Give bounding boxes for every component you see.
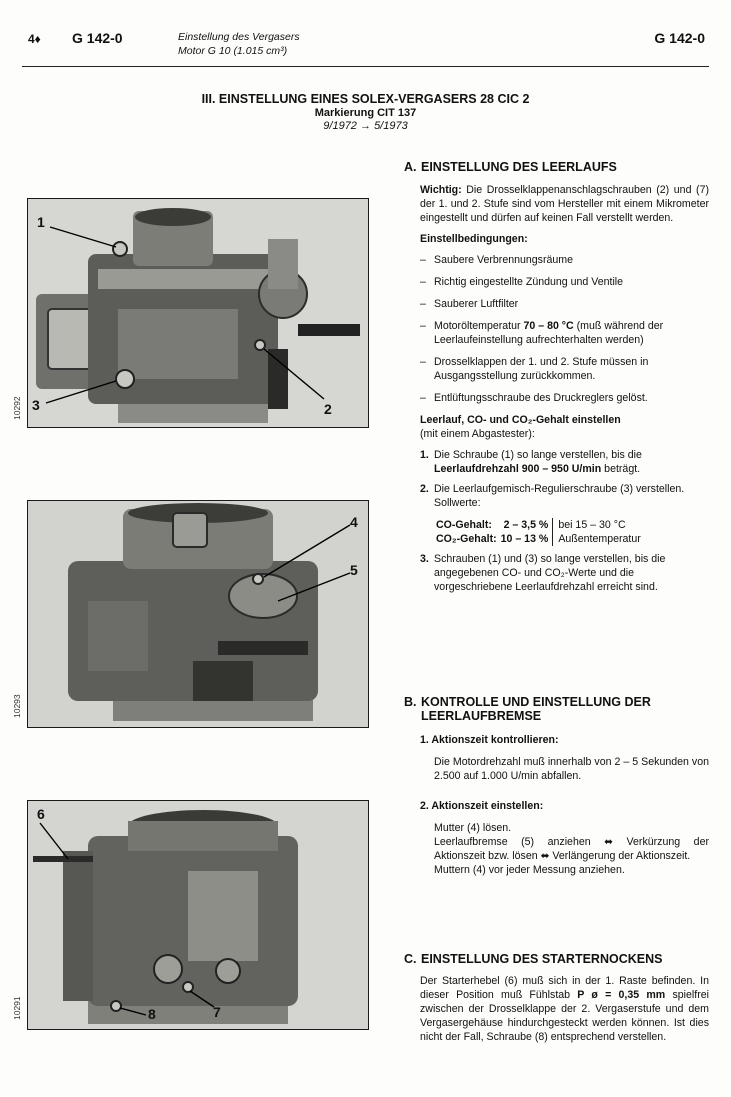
section-c-title: EINSTELLUNG DES STARTERNOCKENS <box>421 952 663 966</box>
section-a-heading <box>404 160 709 174</box>
gas-row-co2 <box>434 532 643 546</box>
oil-temp-note: (muß während der Leerlaufeinstellung aufrechterhalten werden) <box>434 320 664 346</box>
carburetor-illustration-3 <box>28 801 368 1029</box>
gas-condition: Außentemperatur <box>558 533 641 545</box>
section-a-letter: A. <box>404 160 417 174</box>
arrow-icon: → <box>360 120 371 132</box>
callout-3: 3 <box>32 397 40 413</box>
condition-item: – Saubere Verbrennungsräume <box>420 253 709 267</box>
carburetor-photo-2 <box>27 500 369 728</box>
sub1-heading: 1. Aktionszeit kontrollieren: <box>420 734 559 746</box>
idle-speed-value: Leerlaufdrehzahl 900 – 950 U/min <box>434 463 602 475</box>
photo-id-2: 10293 <box>12 694 22 718</box>
document-code-right: G 142-0 <box>654 30 705 46</box>
oil-temp-value: 70 – 80 °C <box>523 320 574 332</box>
section-c-letter: C. <box>404 952 417 966</box>
section-a <box>404 160 709 600</box>
carburetor-illustration-1 <box>28 199 368 427</box>
sub1-text: Die Motordrehzahl muß innerhalb von 2 – 5 Sekunden von 2.500 auf 1.000 U/min abfallen. <box>434 756 709 782</box>
production-dates <box>0 120 731 132</box>
step-number: 2. <box>420 483 429 495</box>
important-text: Die Drosselklappenanschlagschrauben (2) und (7) der 1. und 2. Stufe sind vom Hersteller mit einem Mikrometer eingestellt und dürfen auf keinen Fall verstellt werden. <box>420 184 709 224</box>
step-2 <box>420 482 709 546</box>
callout-1: 1 <box>37 214 45 230</box>
gas-condition: bei 15 – 30 °C <box>558 519 626 531</box>
section-b-title-line2: LEERLAUFBREMSE <box>421 709 542 723</box>
date-from: 9/1972 <box>323 120 357 132</box>
sub2-line2: Leerlaufbremse (5) anziehen ⬌ Verkürzung der Aktionszeit bzw. lösen ⬌ Verlängerung der Aktionszeit. <box>434 836 709 862</box>
step-text-end: beträgt. <box>604 463 641 475</box>
step-text: Die Schraube (1) so lange verstellen, bis die <box>434 449 642 461</box>
section-title-block <box>0 92 731 132</box>
carburetor-marking: Markierung CIT 137 <box>314 107 417 119</box>
step-number: 1. <box>420 449 429 461</box>
section-c-heading <box>404 952 709 966</box>
condition-item: – Entlüftungsschraube des Druckreglers gelöst. <box>420 391 709 405</box>
sub2-line3: Muttern (4) vor jeder Messung anziehen. <box>434 864 625 876</box>
callout-4: 4 <box>350 514 358 530</box>
page-number: 4♦ <box>28 32 41 46</box>
gas-value: 10 – 13 % <box>499 532 554 546</box>
callout-6: 6 <box>37 806 45 822</box>
section-b-heading <box>404 695 709 723</box>
oil-temp-label: Motoröltemperatur <box>434 320 521 332</box>
co-subheading: (mit einem Abgastester): <box>420 428 535 440</box>
section-c-text-end: spielfrei zwischen der Drosselklappe der 2. Vergaserstufe und dem Vergasergehäuse hindurchgesteckt werden können. Ist dies nicht der Fall, Schraube (8) entsprechend verstellen. <box>420 989 709 1043</box>
adjustment-steps <box>420 448 709 594</box>
step-text: Die Leerlaufgemisch-Regulierschraube (3) verstellen. Sollwerte: <box>434 483 685 509</box>
condition-item: – Sauberer Luftfilter <box>420 297 709 311</box>
conditions-heading: Einstellbedingungen: <box>420 233 528 245</box>
header-divider <box>22 66 709 67</box>
section-b-letter: B. <box>404 695 417 709</box>
step-3 <box>420 552 709 594</box>
gas-value: 2 – 3,5 % <box>499 518 554 532</box>
carburetor-photo-1 <box>27 198 369 428</box>
gas-row-co <box>434 518 643 532</box>
section-b-title-line1: KONTROLLE UND EINSTELLUNG DER <box>421 695 651 709</box>
section-a-body <box>404 183 709 594</box>
date-to: 5/1973 <box>374 120 408 132</box>
photo-id-1: 10292 <box>12 396 22 420</box>
header-subtitle-line2: Motor G 10 (1.015 cm³) <box>178 45 288 57</box>
carburetor-photo-3 <box>27 800 369 1030</box>
section-title: III. EINSTELLUNG EINES SOLEX-VERGASERS 28 CIC 2 <box>201 92 530 106</box>
section-b-body <box>404 733 709 877</box>
section-c-text-start: Der Starterhebel (6) muß sich in der 1. Raste befinden. In dieser Position muß Fühlstab <box>420 975 709 1001</box>
document-code-left: G 142-0 <box>72 30 123 46</box>
condition-item-oil <box>420 319 709 347</box>
callout-2: 2 <box>324 401 332 417</box>
header-subtitle <box>178 30 300 58</box>
section-b <box>404 695 709 877</box>
step-text: Schrauben (1) und (3) so lange verstellen, bis die angegebenen CO- und CO₂-Werte und die vorgeschriebene Leerlaufdrehzahl erreicht sind. <box>434 553 666 593</box>
important-note <box>420 183 709 225</box>
step-number: 3. <box>420 553 429 565</box>
carburetor-illustration-2 <box>28 501 368 727</box>
condition-item: – Richtig eingestellte Zündung und Ventile <box>420 275 709 289</box>
section-c <box>404 952 709 1044</box>
sub2-line1: Mutter (4) lösen. <box>434 822 512 834</box>
callout-8: 8 <box>148 1006 156 1022</box>
gas-label: CO-Gehalt: <box>436 519 492 531</box>
photo-id-3: 10291 <box>12 996 22 1020</box>
section-a-title: EINSTELLUNG DES LEERLAUFS <box>421 160 617 174</box>
section-c-text <box>404 974 709 1044</box>
callout-7: 7 <box>213 1004 221 1020</box>
header-subtitle-line1: Einstellung des Vergasers <box>178 31 300 43</box>
sub2-body <box>434 821 709 877</box>
sub2-heading: 2. Aktionszeit einstellen: <box>420 800 544 812</box>
gas-label: CO₂-Gehalt: <box>436 533 497 545</box>
callout-5: 5 <box>350 562 358 578</box>
co-heading: Leerlauf, CO- und CO₂-Gehalt einstellen <box>420 414 621 426</box>
feeler-gauge-value: P ø = 0,35 mm <box>577 989 666 1001</box>
gas-values-table <box>434 518 643 546</box>
step-1 <box>420 448 709 476</box>
conditions-list <box>420 253 709 405</box>
important-label: Wichtig: <box>420 184 462 196</box>
condition-item: – Drosselklappen der 1. und 2. Stufe müssen in Ausgangsstellung zurückkommen. <box>420 355 709 383</box>
